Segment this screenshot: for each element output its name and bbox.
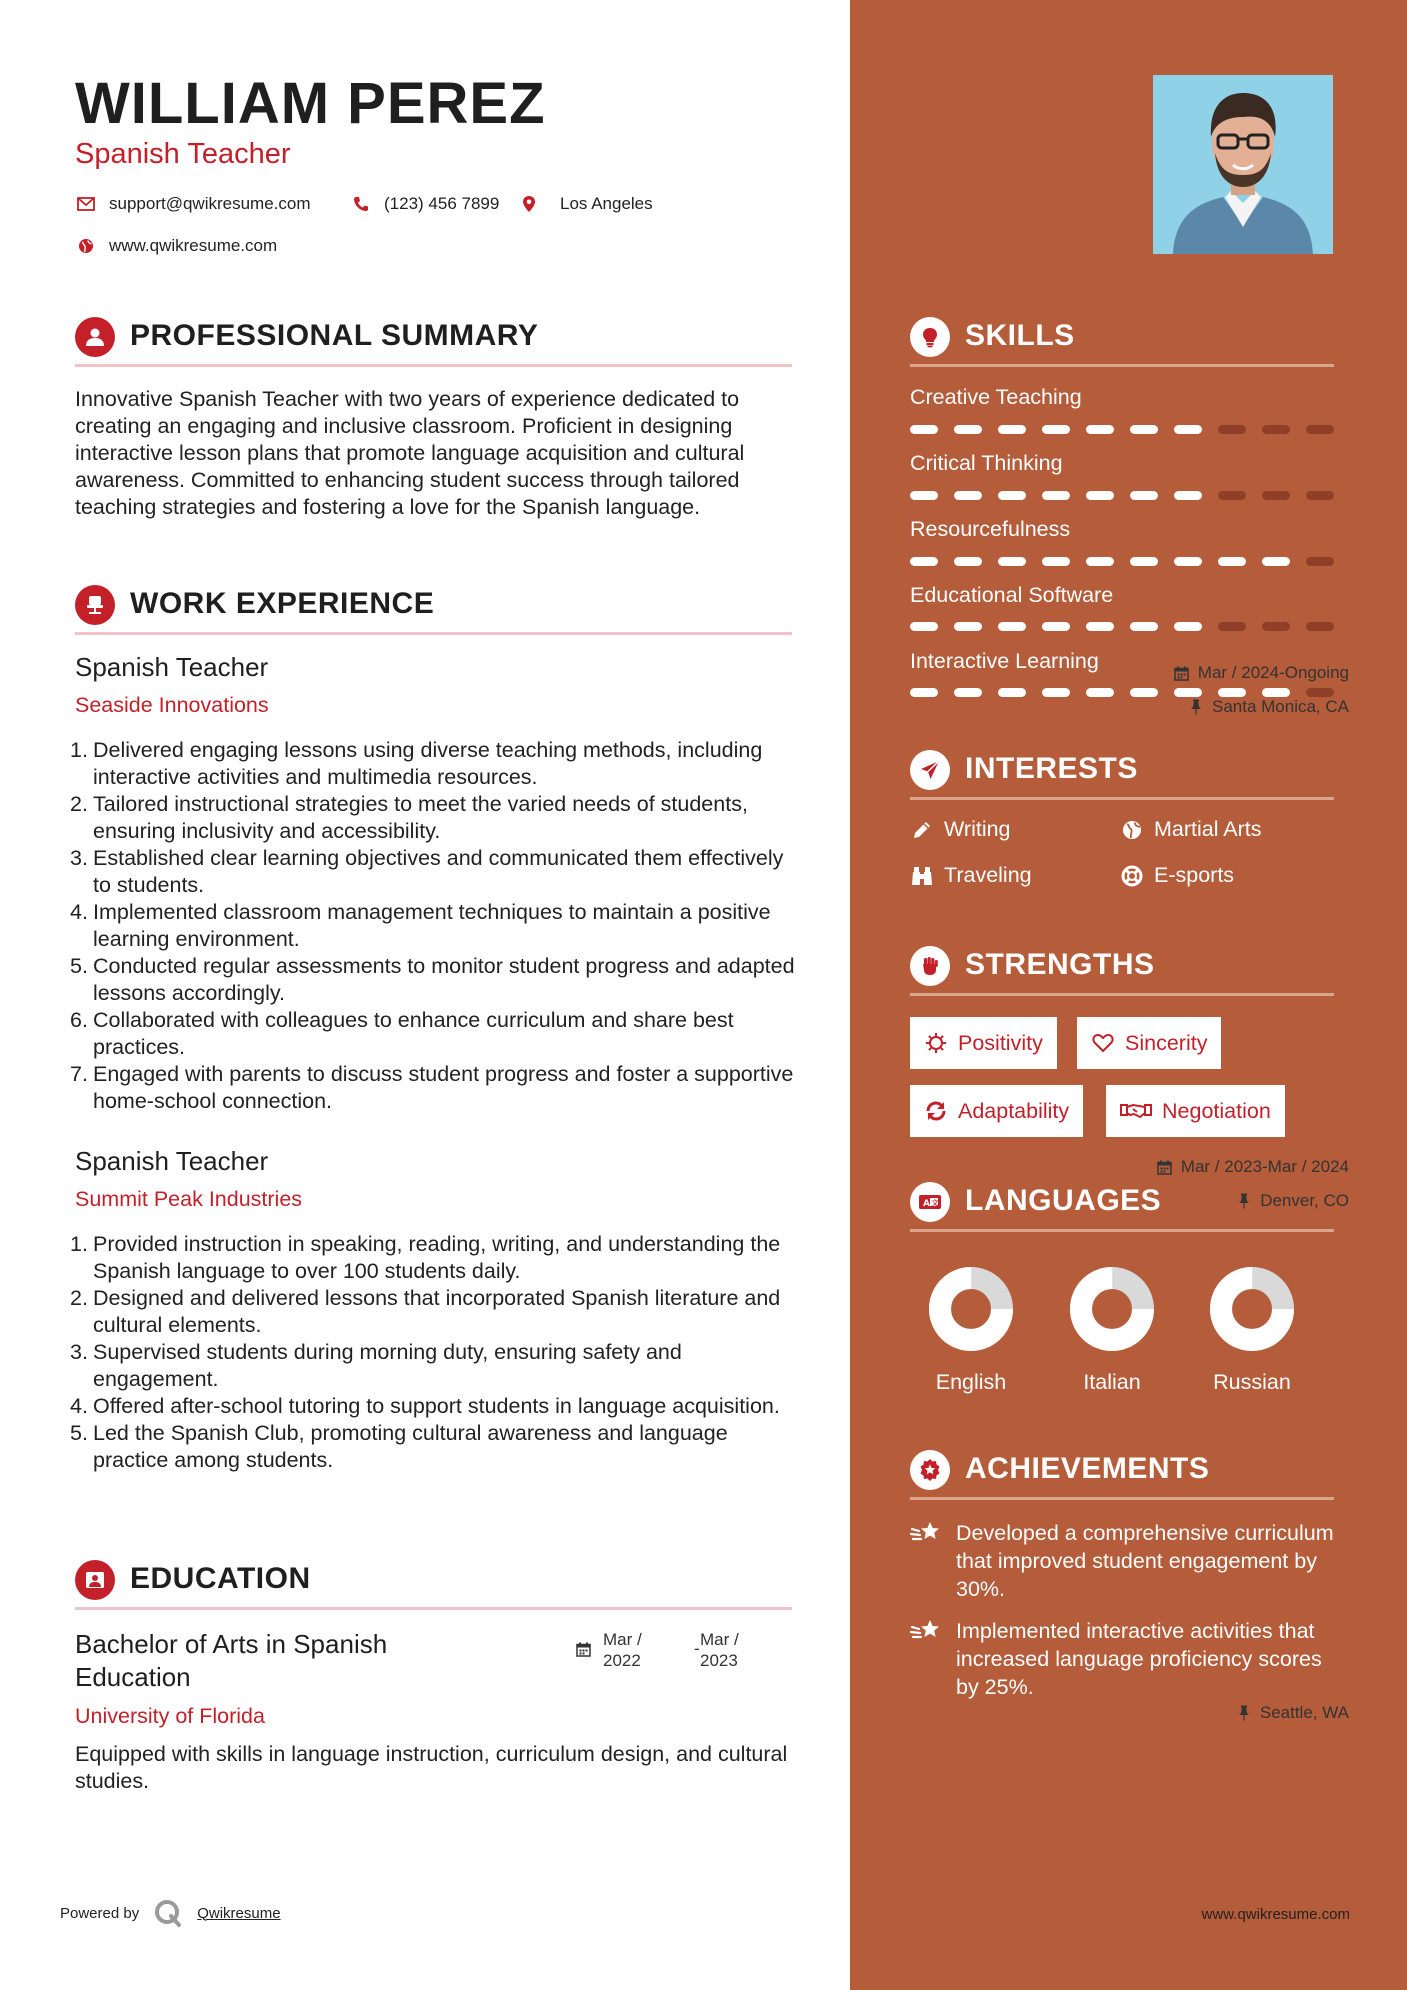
list-item: 5. Led the Spanish Club, promoting cultural awareness and language practice among students. [70, 1421, 728, 1472]
svg-text:A: A [923, 1199, 930, 1209]
skill-segment-filled [910, 622, 938, 631]
skill-segment-filled [1174, 688, 1202, 697]
powered-by-text: Powered by [60, 1904, 140, 1922]
achievement-text: Implemented interactive activities that increased language proficiency scores by 25%. [956, 1619, 1322, 1699]
skill-segment-filled [1130, 622, 1158, 631]
contact-email[interactable] [75, 193, 311, 215]
list-item: 6. Collaborated with colleagues to enhance curriculum and share best practices. [70, 1008, 734, 1059]
pencil-icon [910, 818, 934, 842]
skill-segment-filled [954, 491, 982, 500]
translate-icon [910, 1182, 950, 1222]
list-item: 2. Tailored instructional strategies to meet the varied needs of students, ensuring inclusivity and accessibility. [70, 792, 748, 843]
job-title: Spanish Teacher [75, 1146, 269, 1176]
skill-segment-filled [1174, 491, 1202, 500]
strength-chip [910, 1085, 1083, 1137]
skill-segment-filled [1262, 557, 1290, 566]
degree-title [75, 1628, 387, 1694]
website-text: www.qwikresume.com [109, 236, 278, 255]
achievements-header [910, 1446, 1334, 1500]
strength-chip [910, 1017, 1057, 1069]
skill-segment-filled [910, 491, 938, 500]
shooting-star-icon [910, 1617, 942, 1645]
language-ring [1069, 1266, 1155, 1352]
skill-segment-filled [910, 425, 938, 434]
skill-segment-filled [954, 425, 982, 434]
job-company: Summit Peak Industries [75, 1187, 303, 1211]
list-item: 1. Delivered engaging lessons using diverse teaching methods, including interactive activities and multimedia resources. [70, 738, 763, 789]
lightbulb-icon [910, 317, 950, 357]
star-badge-icon [910, 1450, 950, 1490]
skills-header [910, 313, 1334, 367]
brand-link[interactable]: Qwikresume [197, 1904, 281, 1922]
interests-title: INTERESTS [965, 752, 1138, 785]
degree-line: Bachelor of Arts in Spanish [75, 1629, 388, 1659]
candidate-role: Spanish Teacher [75, 138, 291, 170]
job-bullets [70, 1231, 800, 1474]
skill-segment-empty [1262, 622, 1290, 631]
list-item: 5. Conducted regular assessments to monitor student progress and adapted lessons accordingly. [70, 954, 795, 1005]
language-label: Russian [1213, 1370, 1291, 1394]
skill-segment-filled [1174, 557, 1202, 566]
calendar-icon [1157, 1159, 1173, 1175]
refresh-icon [924, 1099, 948, 1123]
list-item: 2. Designed and delivered lessons that incorporated Spanish literature and cultural elements. [70, 1286, 781, 1337]
list-item: 4. Offered after-school tutoring to support students in language acquisition. [70, 1394, 780, 1418]
skill-segment-filled [998, 688, 1026, 697]
skill-segment-filled [910, 557, 938, 566]
raised-fist-icon [910, 946, 950, 986]
skill-segment-filled [954, 622, 982, 631]
skill-label: Critical Thinking [910, 451, 1063, 475]
skill-segment-filled [1086, 557, 1114, 566]
strength-label: Sincerity [1125, 1030, 1208, 1055]
interest-item [1120, 863, 1234, 888]
edu-location-text: Seattle, WA [1259, 1703, 1349, 1722]
map-pin-icon [518, 193, 540, 215]
summary-title: PROFESSIONAL SUMMARY [130, 319, 539, 352]
skill-label: Interactive Learning [910, 649, 1099, 673]
achievement-text: Developed a comprehensive curriculum that improved student engagement by 30%. [956, 1521, 1334, 1601]
experience-title: WORK EXPERIENCE [130, 587, 435, 620]
strengths-title: STRENGTHS [965, 948, 1155, 981]
skill-segment-filled [1086, 491, 1114, 500]
education-header [75, 1556, 792, 1610]
skill-bar [910, 425, 1334, 434]
skill-segment-empty [1306, 491, 1334, 500]
location-text: Los Angeles [560, 194, 653, 213]
skill-segment-filled [1042, 425, 1070, 434]
skill-segment-filled [1218, 557, 1246, 566]
strength-chip [1077, 1017, 1221, 1069]
skill-segment-empty [1306, 425, 1334, 434]
skill-bar [910, 491, 1334, 500]
skill-segment-filled [1042, 491, 1070, 500]
languages-title: LANGUAGES [965, 1184, 1162, 1217]
achievement-item [910, 1519, 1334, 1603]
binoculars-icon [910, 864, 934, 888]
candidate-name: WILLIAM PEREZ [75, 71, 546, 136]
calendar-icon [1174, 665, 1190, 681]
date-part: Mar / [603, 1630, 642, 1649]
education-text: Equipped with skills in language instruction, curriculum design, and cultural studies. [75, 1742, 788, 1793]
globe-icon [75, 235, 97, 257]
language-ring [928, 1266, 1014, 1352]
skill-bar [910, 622, 1334, 631]
skill-segment-filled [1086, 425, 1114, 434]
skill-segment-filled [1042, 622, 1070, 631]
user-icon [75, 317, 115, 357]
job-bullets [70, 737, 800, 1115]
skill-label: Creative Teaching [910, 385, 1082, 409]
list-item: 4. Implemented classroom management techniques to maintain a positive learning environment. [70, 900, 771, 951]
skill-segment-filled [998, 491, 1026, 500]
edu-start-date [603, 1629, 642, 1671]
summary-text: Innovative Spanish Teacher with two years of experience dedicated to creating an engaging and inclusive classroom. Proficient in designing interactive lesson plans that promote language acquisition and cultural awareness. Committed to enhancing student success through tailored teaching strategies and fostering a love for the Spanish language. [75, 387, 745, 519]
skill-segment-filled [1130, 425, 1158, 434]
interest-item [910, 863, 1032, 888]
graduate-icon [75, 1560, 115, 1600]
skill-segment-filled [954, 688, 982, 697]
handshake-icon [1120, 1099, 1152, 1123]
qwikresume-logo-icon [153, 1898, 183, 1928]
interests-header [910, 746, 1334, 800]
skill-segment-filled [1130, 688, 1158, 697]
edu-date-dash: - [694, 1639, 700, 1658]
job-location [1188, 697, 1349, 717]
skill-segment-filled [1174, 622, 1202, 631]
interest-label: Traveling [944, 863, 1032, 887]
job-date-text: Mar / 2024-Ongoing [1197, 663, 1349, 682]
skill-label: Educational Software [910, 583, 1114, 607]
date-part: Mar / [700, 1630, 739, 1649]
language-label: Italian [1083, 1370, 1141, 1394]
footer-powered-by [60, 1898, 281, 1928]
edu-location [1236, 1703, 1349, 1723]
skill-segment-filled [1086, 622, 1114, 631]
skill-segment-filled [1174, 425, 1202, 434]
education-title: EDUCATION [130, 1562, 311, 1595]
contact-website[interactable] [75, 235, 277, 257]
skill-segment-empty [1306, 622, 1334, 631]
heart-icon [1091, 1031, 1115, 1055]
skill-segment-filled [1086, 688, 1114, 697]
strength-chip [1106, 1085, 1285, 1137]
skills-title: SKILLS [965, 319, 1075, 352]
skill-segment-empty [1262, 425, 1290, 434]
interest-label: E-sports [1154, 863, 1235, 887]
skill-segment-filled [954, 557, 982, 566]
lifebuoy-icon [1120, 864, 1144, 888]
skill-bar [910, 557, 1334, 566]
languages-header [910, 1178, 1334, 1232]
phone-text: (123) 456 7899 [384, 194, 500, 213]
pushpin-icon [1236, 1705, 1252, 1721]
profile-photo [1153, 75, 1333, 254]
achievement-item [910, 1617, 1334, 1701]
skill-segment-filled [1042, 688, 1070, 697]
interest-label: Martial Arts [1154, 817, 1262, 841]
job-company: Seaside Innovations [75, 693, 269, 717]
skill-segment-filled [1218, 688, 1246, 697]
strength-label: Negotiation [1162, 1098, 1271, 1123]
skill-segment-empty [1306, 557, 1334, 566]
list-item: 3. Supervised students during morning duty, ensuring safety and engagement. [70, 1340, 682, 1391]
degree-line: Education [75, 1662, 191, 1692]
email-text: support@qwikresume.com [109, 194, 311, 213]
skill-segment-filled [1130, 557, 1158, 566]
strengths-header [910, 942, 1334, 996]
contact-location [518, 193, 653, 215]
interest-item [910, 817, 1011, 842]
job-date [1174, 663, 1349, 683]
date-part: 2022 [603, 1651, 641, 1670]
language-ring [1209, 1266, 1295, 1352]
skill-segment-empty [1218, 491, 1246, 500]
footer-website[interactable]: www.qwikresume.com [1201, 1906, 1350, 1923]
job-location-text: Denver, CO [1260, 1191, 1349, 1210]
list-item: 3. Established clear learning objectives and communicated them effectively to students. [70, 846, 784, 897]
interest-label: Writing [944, 817, 1011, 841]
strength-label: Adaptability [958, 1098, 1070, 1123]
skill-segment-empty [1262, 491, 1290, 500]
list-item: 7. Engaged with parents to discuss student progress and foster a supportive home-school connection. [70, 1062, 794, 1113]
job-location-text: Santa Monica, CA [1211, 697, 1349, 716]
skill-segment-filled [1130, 491, 1158, 500]
skill-segment-filled [1042, 557, 1070, 566]
skill-segment-filled [998, 557, 1026, 566]
school-name: University of Florida [75, 1704, 265, 1728]
interest-item [1120, 817, 1262, 842]
office-chair-icon [75, 585, 115, 625]
summary-header [75, 313, 792, 367]
paper-plane-icon [910, 750, 950, 790]
experience-header [75, 581, 792, 635]
skill-segment-filled [998, 425, 1026, 434]
skill-bar [910, 688, 1334, 697]
shooting-star-icon [910, 1519, 942, 1547]
skill-segment-empty [1218, 622, 1246, 631]
job-date [1157, 1157, 1349, 1177]
skill-segment-empty [1218, 425, 1246, 434]
pushpin-icon [1188, 699, 1204, 715]
list-item: 1. Provided instruction in speaking, reading, writing, and understanding the Spanish language to over 100 students daily. [70, 1232, 781, 1283]
calendar-icon [576, 1642, 592, 1658]
svg-text:文: 文 [931, 1199, 939, 1207]
strength-label: Positivity [958, 1030, 1043, 1055]
phone-icon [350, 193, 372, 215]
skill-segment-filled [998, 622, 1026, 631]
edu-end-date [700, 1629, 739, 1671]
globe-icon [1120, 818, 1144, 842]
achievements-title: ACHIEVEMENTS [965, 1452, 1210, 1485]
skill-segment-filled [910, 688, 938, 697]
job-title: Spanish Teacher [75, 652, 269, 682]
date-part: 2023 [700, 1651, 738, 1670]
skill-segment-empty [1306, 688, 1334, 697]
envelope-icon [75, 193, 97, 215]
job-date-text: Mar / 2023-Mar / 2024 [1180, 1157, 1349, 1176]
sun-icon [924, 1031, 948, 1055]
contact-phone[interactable] [350, 193, 499, 215]
skill-segment-filled [1262, 688, 1290, 697]
language-label: English [935, 1370, 1007, 1394]
skill-label: Resourcefulness [910, 517, 1071, 541]
